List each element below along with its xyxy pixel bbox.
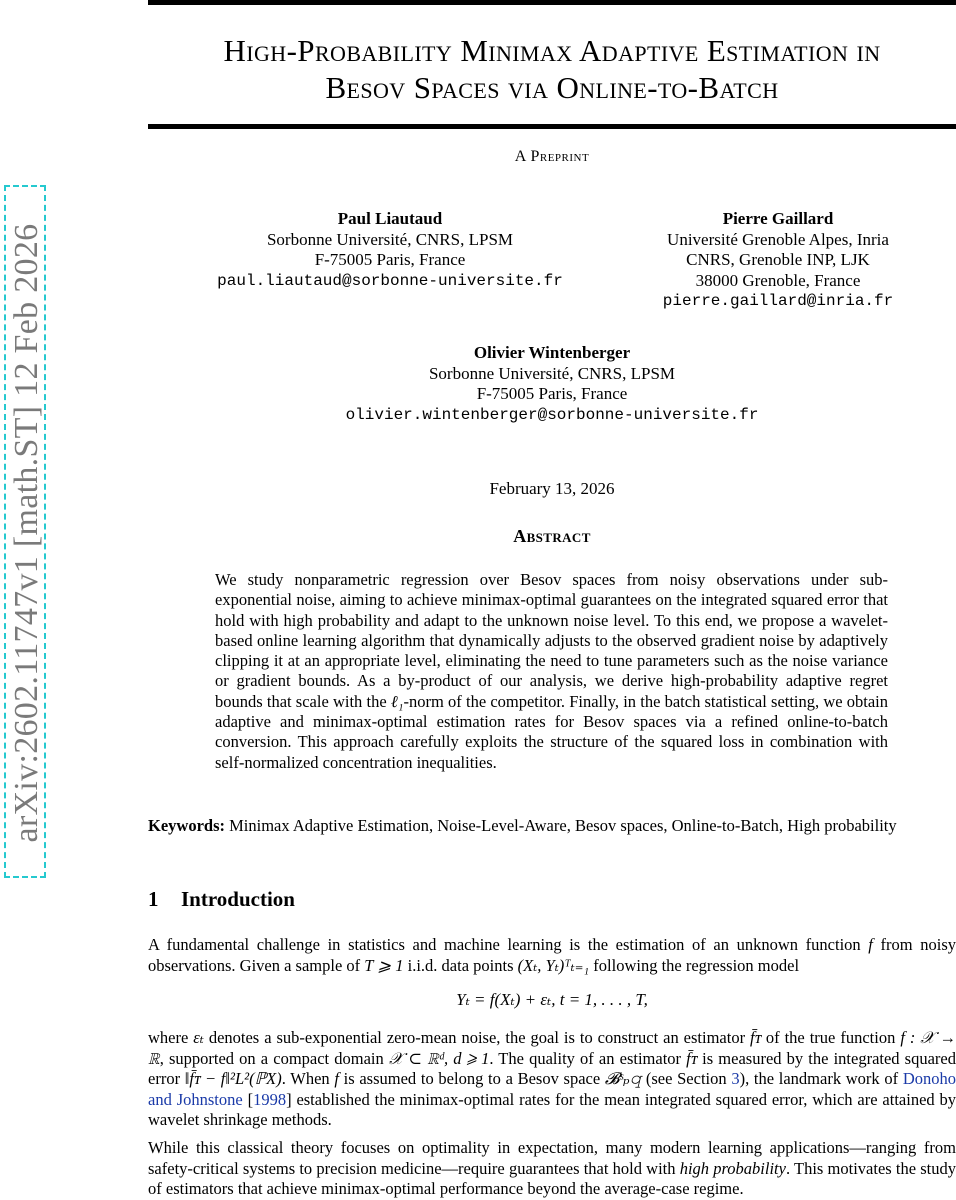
keywords [148, 816, 956, 836]
section-heading [148, 887, 295, 912]
math-data-points: (Xₜ, Yₜ)ᵀₜ₌₁ [517, 955, 590, 975]
paper-date: February 13, 2026 [489, 479, 615, 498]
abstract-text [215, 570, 888, 773]
text: . This motivates the study of estimators that achieve minimax-optimal performance beyond the average-case regime. [148, 1158, 956, 1198]
author-name: Paul Liautaud [337, 209, 443, 228]
author-affiliation: Sorbonne Université, CNRS, LPSM [428, 363, 676, 383]
text: where [148, 1028, 194, 1047]
title-line-1: High-Probability Minimax Adaptive Estimation in [223, 33, 881, 68]
text: ] established the minimax-optimal rates for the mean integrated squared error, which are attained by wavelet shrinkage methods. [148, 1089, 956, 1129]
author-affiliation: Université Grenoble Alpes, Inria [667, 229, 889, 249]
keywords-list: Minimax Adaptive Estimation, Noise-Level-Aware, Besov spaces, Online-to-Batch, High probability [229, 816, 897, 835]
math-function-map: f : 𝒳 → ℝ [148, 1028, 956, 1068]
abstract-text-part-2: -norm of the competitor. Finally, in the batch statistical setting, we obtain adaptive and minimax-optimal estimation rates for Besov spaces via a refined online-to-batch conversion. This approach carefully exploits the structure of the squared loss in combination with self-normalized concentration inequalities. [215, 691, 889, 772]
author-email[interactable]: paul.liautaud@sorbonne-universite.fr [217, 271, 563, 290]
paragraph-3 [148, 1138, 956, 1200]
title-rule-top [148, 0, 956, 5]
author-block-3 [252, 343, 852, 425]
arxiv-sidebar-stamp [4, 185, 46, 878]
section-title: Introduction [181, 887, 295, 911]
citation-donoho-johnstone-link[interactable]: Donoho and Johnstone [148, 1069, 956, 1109]
text: [ [242, 1089, 254, 1109]
author-affiliation-2: CNRS, Grenoble INP, LJK [686, 250, 870, 269]
text: . When [281, 1069, 335, 1088]
math-besov-space: 𝓑ˢₚ𝚚 [604, 1069, 642, 1088]
text: A fundamental challenge in statistics and machine learning is the estimation of an unknown function [148, 935, 869, 954]
math-f: f [334, 1069, 339, 1088]
text: ), the landmark work of [739, 1069, 903, 1088]
emphasis-high-probability: high probability [679, 1158, 786, 1178]
author-address: F-75005 Paris, France [314, 250, 466, 269]
math-estimator: f̄ᴛ [750, 1028, 761, 1047]
paragraph-1 [148, 935, 956, 976]
author-address: 38000 Grenoble, France [695, 270, 861, 290]
arxiv-identifier: arXiv:2602.11747v1 [math.ST] 12 Feb 2026 [8, 223, 45, 843]
text: of the true function [760, 1028, 901, 1047]
keywords-label: Keywords: [148, 816, 225, 835]
text: , supported on a compact domain [159, 1048, 389, 1068]
text: is assumed to belong to a Besov space [338, 1069, 605, 1088]
regression-equation: Yₜ = f(Xₜ) + εₜ, t = 1, . . . , T, [456, 990, 648, 1009]
text: following the regression model [589, 955, 800, 975]
l1-norm-symbol: ℓ₁ [390, 691, 404, 711]
title-rule-bottom [148, 124, 956, 129]
text: (see Section [641, 1069, 732, 1088]
math-sample-size: T ⩾ 1 [364, 955, 404, 975]
citation-year-link[interactable]: 1998 [253, 1089, 287, 1109]
math-f: f [868, 935, 873, 954]
author-email[interactable]: pierre.gaillard@inria.fr [662, 292, 894, 310]
title-line-2: Besov Spaces via Online-to-Batch [325, 70, 779, 105]
author-email[interactable]: olivier.wintenberger@sorbonne-universite.fr [345, 405, 759, 424]
text: from noisy observations. Given a sample of [148, 935, 956, 975]
text: denotes a sub-exponential zero-mean noise, the goal is to construct an estimator [203, 1028, 751, 1047]
text: i.i.d. data points [403, 955, 518, 975]
author-block-2 [628, 209, 928, 312]
author-address: F-75005 Paris, France [476, 384, 628, 403]
paper-title [148, 32, 956, 106]
text: While this classical theory focuses on optimality in expectation, many modern learning applications—ranging from safety-critical systems to precision medicine—require guarantees that hold with [148, 1138, 956, 1178]
math-squared-error: ‖f̄ᴛ − f‖²L²(ℙX) [184, 1069, 282, 1088]
paragraph-2 [148, 1028, 956, 1131]
author-name: Pierre Gaillard [722, 209, 834, 228]
author-name: Olivier Wintenberger [473, 343, 631, 362]
text: is measured by the integrated squared error [148, 1048, 956, 1088]
math-estimator: f̄ᴛ [686, 1048, 698, 1068]
preprint-label: A Preprint [514, 148, 590, 165]
section-3-link[interactable]: 3 [731, 1069, 740, 1088]
author-affiliation: Sorbonne Université, CNRS, LPSM [266, 229, 514, 249]
math-domain: 𝒳 ⊂ ℝᵈ, d ⩾ 1 [388, 1048, 490, 1068]
math-noise: εₜ [193, 1028, 204, 1047]
abstract-heading: Abstract [513, 526, 591, 546]
section-number: 1 [148, 887, 159, 911]
abstract-text-part-1: We study nonparametric regression over Besov spaces from noisy observations under sub-exponential noise, aiming to achieve minimax-optimal guarantees on the integrated squared error that hold with high probability and adapt to the unknown noise level. To this end, we propose a wavelet-based online learning algorithm that dynamically adjusts to the observed gradient noise by adaptively clipping it at an appropriate level, eliminating the need to tune parameters such as the noise variance or gradient bounds. As a by-product of our analysis, we derive high-probability adaptive regret bounds that scale with the [215, 570, 888, 711]
text: . The quality of an estimator [489, 1048, 687, 1068]
author-block-1 [190, 209, 590, 291]
